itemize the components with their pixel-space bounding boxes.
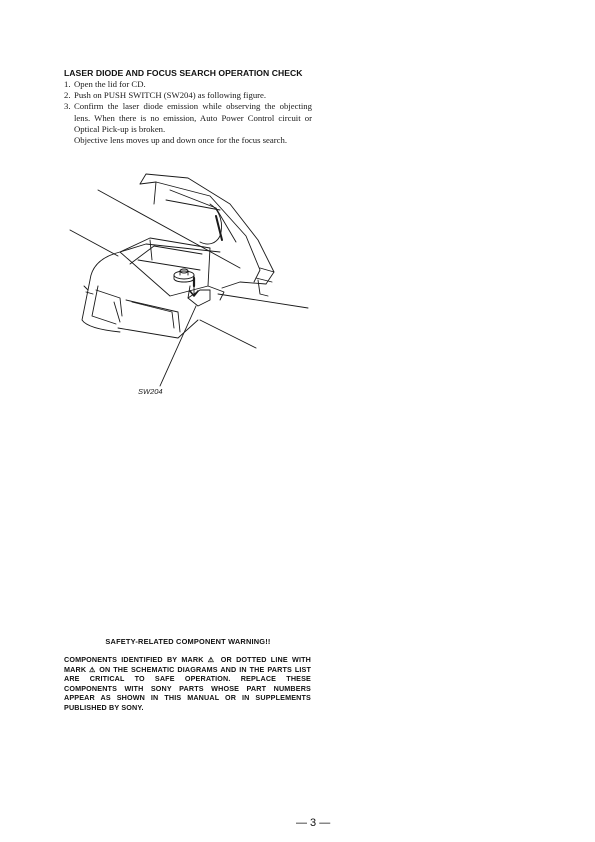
cd-unit-drawing (60, 160, 320, 410)
cd-lid-figure (60, 160, 320, 410)
step-text: Push on PUSH SWITCH (SW204) as following figure. (74, 90, 267, 101)
steps-list (64, 79, 312, 146)
step-number: 2. (64, 90, 71, 101)
step-number: 1. (64, 79, 71, 89)
warning-title: SAFETY-RELATED COMPONENT WARNING!! (105, 637, 271, 646)
step-continuation: Objective lens moves up and down once for the focus search. (74, 135, 288, 146)
step-number: 3. (64, 101, 71, 112)
step-text: Confirm the laser diode emission while observing the objecting lens. When there is no emission, Auto Power Control circuit or Optical Pick-up is broken. (74, 101, 312, 134)
step-text: Open the lid for CD. (74, 79, 146, 89)
warning-body: COMPONENTS IDENTIFIED BY MARK ⚠ OR DOTTED LINE WITH MARK ⚠ ON THE SCHEMATIC DIAGRAMS AND IN THE PARTS LIST ARE CRITICAL TO SAFE OPERATION. REPLACE THESE COMPONENTS WITH SONY PARTS WHOSE PART NUMBERS APPEAR AS SHOWN IN THIS MANUAL OR IN SUPPLEMENTS PUBLISHED BY SONY. (64, 655, 311, 712)
step-1 (64, 79, 312, 90)
step-3 (64, 101, 312, 146)
sw204-callout-label: SW204 (138, 387, 163, 396)
page-number: — 3 — (296, 817, 331, 829)
step-2 (64, 90, 312, 101)
section-title: LASER DIODE AND FOCUS SEARCH OPERATION CHECK (64, 68, 303, 78)
